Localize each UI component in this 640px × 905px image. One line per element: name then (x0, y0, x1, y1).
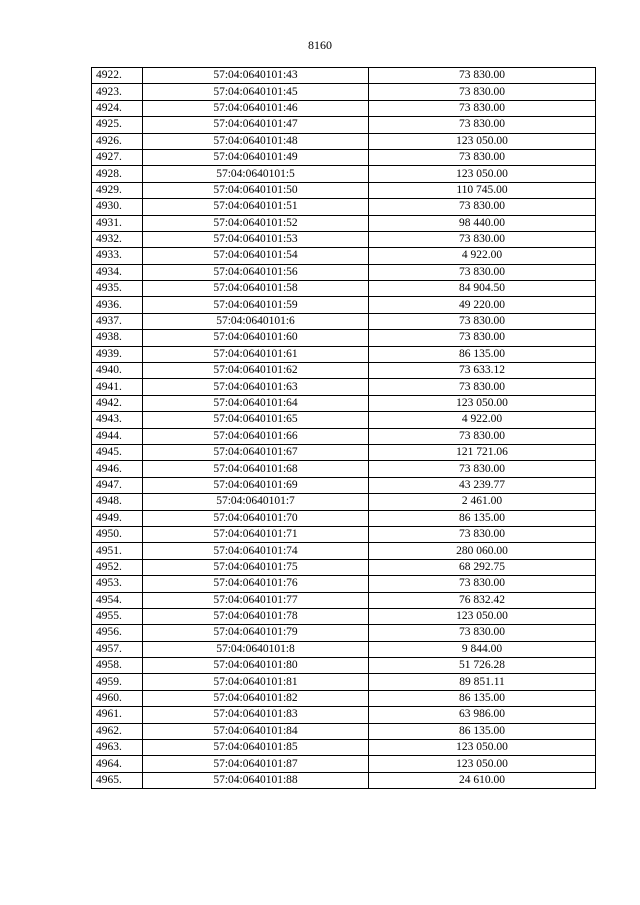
cadastral-number-cell: 57:04:0640101:88 (143, 772, 369, 788)
table-row (92, 248, 596, 264)
value-cell: 49 220.00 (369, 297, 596, 313)
row-number-cell: 4949. (92, 510, 143, 526)
row-number-cell: 4934. (92, 264, 143, 280)
value-cell: 73 830.00 (369, 149, 596, 165)
row-number-cell: 4957. (92, 641, 143, 657)
value-cell: 73 830.00 (369, 625, 596, 641)
row-number-cell: 4964. (92, 756, 143, 772)
value-cell: 123 050.00 (369, 740, 596, 756)
page-number: 8160 (308, 38, 332, 52)
value-cell: 84 904.50 (369, 281, 596, 297)
value-cell: 73 830.00 (369, 117, 596, 133)
table-row (92, 379, 596, 395)
row-number-cell: 4927. (92, 149, 143, 165)
row-number-cell: 4953. (92, 576, 143, 592)
cadastral-number-cell: 57:04:0640101:65 (143, 412, 369, 428)
cadastral-number-cell: 57:04:0640101:5 (143, 166, 369, 182)
row-number-cell: 4935. (92, 281, 143, 297)
table-row (92, 690, 596, 706)
value-cell: 86 135.00 (369, 723, 596, 739)
value-cell: 68 292.75 (369, 559, 596, 575)
cadastral-number-cell: 57:04:0640101:80 (143, 658, 369, 674)
table-row (92, 199, 596, 215)
row-number-cell: 4930. (92, 199, 143, 215)
value-cell: 63 986.00 (369, 707, 596, 723)
row-number-cell: 4925. (92, 117, 143, 133)
cadastral-number-cell: 57:04:0640101:61 (143, 346, 369, 362)
cadastral-number-cell: 57:04:0640101:75 (143, 559, 369, 575)
table-row (92, 592, 596, 608)
value-cell: 73 830.00 (369, 264, 596, 280)
cadastral-number-cell: 57:04:0640101:8 (143, 641, 369, 657)
row-number-cell: 4933. (92, 248, 143, 264)
row-number-cell: 4958. (92, 658, 143, 674)
cadastral-number-cell: 57:04:0640101:58 (143, 281, 369, 297)
cadastral-number-cell: 57:04:0640101:50 (143, 182, 369, 198)
row-number-cell: 4943. (92, 412, 143, 428)
table-row (92, 510, 596, 526)
cadastral-number-cell: 57:04:0640101:46 (143, 100, 369, 116)
value-cell: 123 050.00 (369, 395, 596, 411)
table-row (92, 117, 596, 133)
cadastral-number-cell: 57:04:0640101:69 (143, 477, 369, 493)
value-cell: 73 830.00 (369, 199, 596, 215)
table-row (92, 559, 596, 575)
row-number-cell: 4922. (92, 68, 143, 84)
cadastral-number-cell: 57:04:0640101:7 (143, 494, 369, 510)
row-number-cell: 4951. (92, 543, 143, 559)
value-cell: 76 832.42 (369, 592, 596, 608)
table-row (92, 477, 596, 493)
table-row (92, 182, 596, 198)
row-number-cell: 4948. (92, 494, 143, 510)
value-cell: 73 830.00 (369, 576, 596, 592)
cadastral-number-cell: 57:04:0640101:82 (143, 690, 369, 706)
row-number-cell: 4946. (92, 461, 143, 477)
row-number-cell: 4960. (92, 690, 143, 706)
table-row (92, 543, 596, 559)
row-number-cell: 4939. (92, 346, 143, 362)
table-row (92, 576, 596, 592)
table-row (92, 461, 596, 477)
table-row (92, 494, 596, 510)
value-cell: 280 060.00 (369, 543, 596, 559)
row-number-cell: 4961. (92, 707, 143, 723)
cadastral-number-cell: 57:04:0640101:6 (143, 313, 369, 329)
value-cell: 73 830.00 (369, 330, 596, 346)
value-cell: 73 830.00 (369, 68, 596, 84)
table-row (92, 149, 596, 165)
row-number-cell: 4959. (92, 674, 143, 690)
table-row (92, 658, 596, 674)
cadastral-number-cell: 57:04:0640101:63 (143, 379, 369, 395)
table-row (92, 100, 596, 116)
row-number-cell: 4940. (92, 363, 143, 379)
value-cell: 121 721.06 (369, 444, 596, 460)
value-cell: 51 726.28 (369, 658, 596, 674)
row-number-cell: 4938. (92, 330, 143, 346)
table-row (92, 772, 596, 788)
cadastral-number-cell: 57:04:0640101:54 (143, 248, 369, 264)
cadastral-number-cell: 57:04:0640101:67 (143, 444, 369, 460)
value-cell: 86 135.00 (369, 510, 596, 526)
table-row (92, 264, 596, 280)
data-table (91, 67, 596, 789)
row-number-cell: 4962. (92, 723, 143, 739)
cadastral-number-cell: 57:04:0640101:45 (143, 84, 369, 100)
value-cell: 73 830.00 (369, 461, 596, 477)
row-number-cell: 4963. (92, 740, 143, 756)
table-row (92, 231, 596, 247)
value-cell: 73 830.00 (369, 428, 596, 444)
table-row (92, 215, 596, 231)
table-row (92, 281, 596, 297)
table-row (92, 297, 596, 313)
row-number-cell: 4956. (92, 625, 143, 641)
cadastral-number-cell: 57:04:0640101:77 (143, 592, 369, 608)
cadastral-number-cell: 57:04:0640101:74 (143, 543, 369, 559)
value-cell: 2 461.00 (369, 494, 596, 510)
cadastral-number-cell: 57:04:0640101:83 (143, 707, 369, 723)
value-cell: 86 135.00 (369, 346, 596, 362)
cadastral-number-cell: 57:04:0640101:81 (143, 674, 369, 690)
cadastral-number-cell: 57:04:0640101:48 (143, 133, 369, 149)
table-row (92, 444, 596, 460)
value-cell: 73 633.12 (369, 363, 596, 379)
cadastral-number-cell: 57:04:0640101:66 (143, 428, 369, 444)
cadastral-number-cell: 57:04:0640101:62 (143, 363, 369, 379)
row-number-cell: 4942. (92, 395, 143, 411)
table-row (92, 395, 596, 411)
value-cell: 89 851.11 (369, 674, 596, 690)
table-row (92, 608, 596, 624)
value-cell: 123 050.00 (369, 608, 596, 624)
value-cell: 123 050.00 (369, 133, 596, 149)
value-cell: 4 922.00 (369, 412, 596, 428)
cadastral-number-cell: 57:04:0640101:68 (143, 461, 369, 477)
cadastral-number-cell: 57:04:0640101:47 (143, 117, 369, 133)
row-number-cell: 4926. (92, 133, 143, 149)
cadastral-number-cell: 57:04:0640101:76 (143, 576, 369, 592)
value-cell: 73 830.00 (369, 84, 596, 100)
row-number-cell: 4945. (92, 444, 143, 460)
row-number-cell: 4936. (92, 297, 143, 313)
cadastral-number-cell: 57:04:0640101:78 (143, 608, 369, 624)
cadastral-number-cell: 57:04:0640101:56 (143, 264, 369, 280)
row-number-cell: 4947. (92, 477, 143, 493)
value-cell: 110 745.00 (369, 182, 596, 198)
cadastral-number-cell: 57:04:0640101:87 (143, 756, 369, 772)
cadastral-number-cell: 57:04:0640101:70 (143, 510, 369, 526)
value-cell: 98 440.00 (369, 215, 596, 231)
cadastral-number-cell: 57:04:0640101:53 (143, 231, 369, 247)
row-number-cell: 4931. (92, 215, 143, 231)
value-cell: 86 135.00 (369, 690, 596, 706)
row-number-cell: 4932. (92, 231, 143, 247)
cadastral-number-cell: 57:04:0640101:79 (143, 625, 369, 641)
value-cell: 123 050.00 (369, 166, 596, 182)
row-number-cell: 4937. (92, 313, 143, 329)
value-cell: 73 830.00 (369, 526, 596, 542)
cadastral-number-cell: 57:04:0640101:52 (143, 215, 369, 231)
table-row (92, 68, 596, 84)
cadastral-number-cell: 57:04:0640101:64 (143, 395, 369, 411)
table-row (92, 313, 596, 329)
row-number-cell: 4954. (92, 592, 143, 608)
row-number-cell: 4944. (92, 428, 143, 444)
row-number-cell: 4928. (92, 166, 143, 182)
table-row (92, 133, 596, 149)
value-cell: 9 844.00 (369, 641, 596, 657)
row-number-cell: 4955. (92, 608, 143, 624)
value-cell: 4 922.00 (369, 248, 596, 264)
value-cell: 73 830.00 (369, 313, 596, 329)
cadastral-number-cell: 57:04:0640101:60 (143, 330, 369, 346)
table-row (92, 625, 596, 641)
table-row (92, 707, 596, 723)
table-row (92, 723, 596, 739)
table-row (92, 84, 596, 100)
cadastral-number-cell: 57:04:0640101:71 (143, 526, 369, 542)
row-number-cell: 4929. (92, 182, 143, 198)
row-number-cell: 4941. (92, 379, 143, 395)
table-row (92, 363, 596, 379)
row-number-cell: 4952. (92, 559, 143, 575)
table-row (92, 740, 596, 756)
value-cell: 73 830.00 (369, 231, 596, 247)
table-row (92, 674, 596, 690)
row-number-cell: 4924. (92, 100, 143, 116)
row-number-cell: 4965. (92, 772, 143, 788)
table-row (92, 346, 596, 362)
value-cell: 123 050.00 (369, 756, 596, 772)
table-row (92, 756, 596, 772)
value-cell: 24 610.00 (369, 772, 596, 788)
table-row (92, 330, 596, 346)
value-cell: 43 239.77 (369, 477, 596, 493)
table-row (92, 166, 596, 182)
cadastral-number-cell: 57:04:0640101:43 (143, 68, 369, 84)
value-cell: 73 830.00 (369, 100, 596, 116)
value-cell: 73 830.00 (369, 379, 596, 395)
row-number-cell: 4950. (92, 526, 143, 542)
table-row (92, 428, 596, 444)
cadastral-number-cell: 57:04:0640101:85 (143, 740, 369, 756)
table-row (92, 526, 596, 542)
cadastral-number-cell: 57:04:0640101:84 (143, 723, 369, 739)
cadastral-number-cell: 57:04:0640101:49 (143, 149, 369, 165)
row-number-cell: 4923. (92, 84, 143, 100)
table-body (92, 68, 596, 789)
cadastral-number-cell: 57:04:0640101:51 (143, 199, 369, 215)
table-row (92, 412, 596, 428)
cadastral-number-cell: 57:04:0640101:59 (143, 297, 369, 313)
table-row (92, 641, 596, 657)
